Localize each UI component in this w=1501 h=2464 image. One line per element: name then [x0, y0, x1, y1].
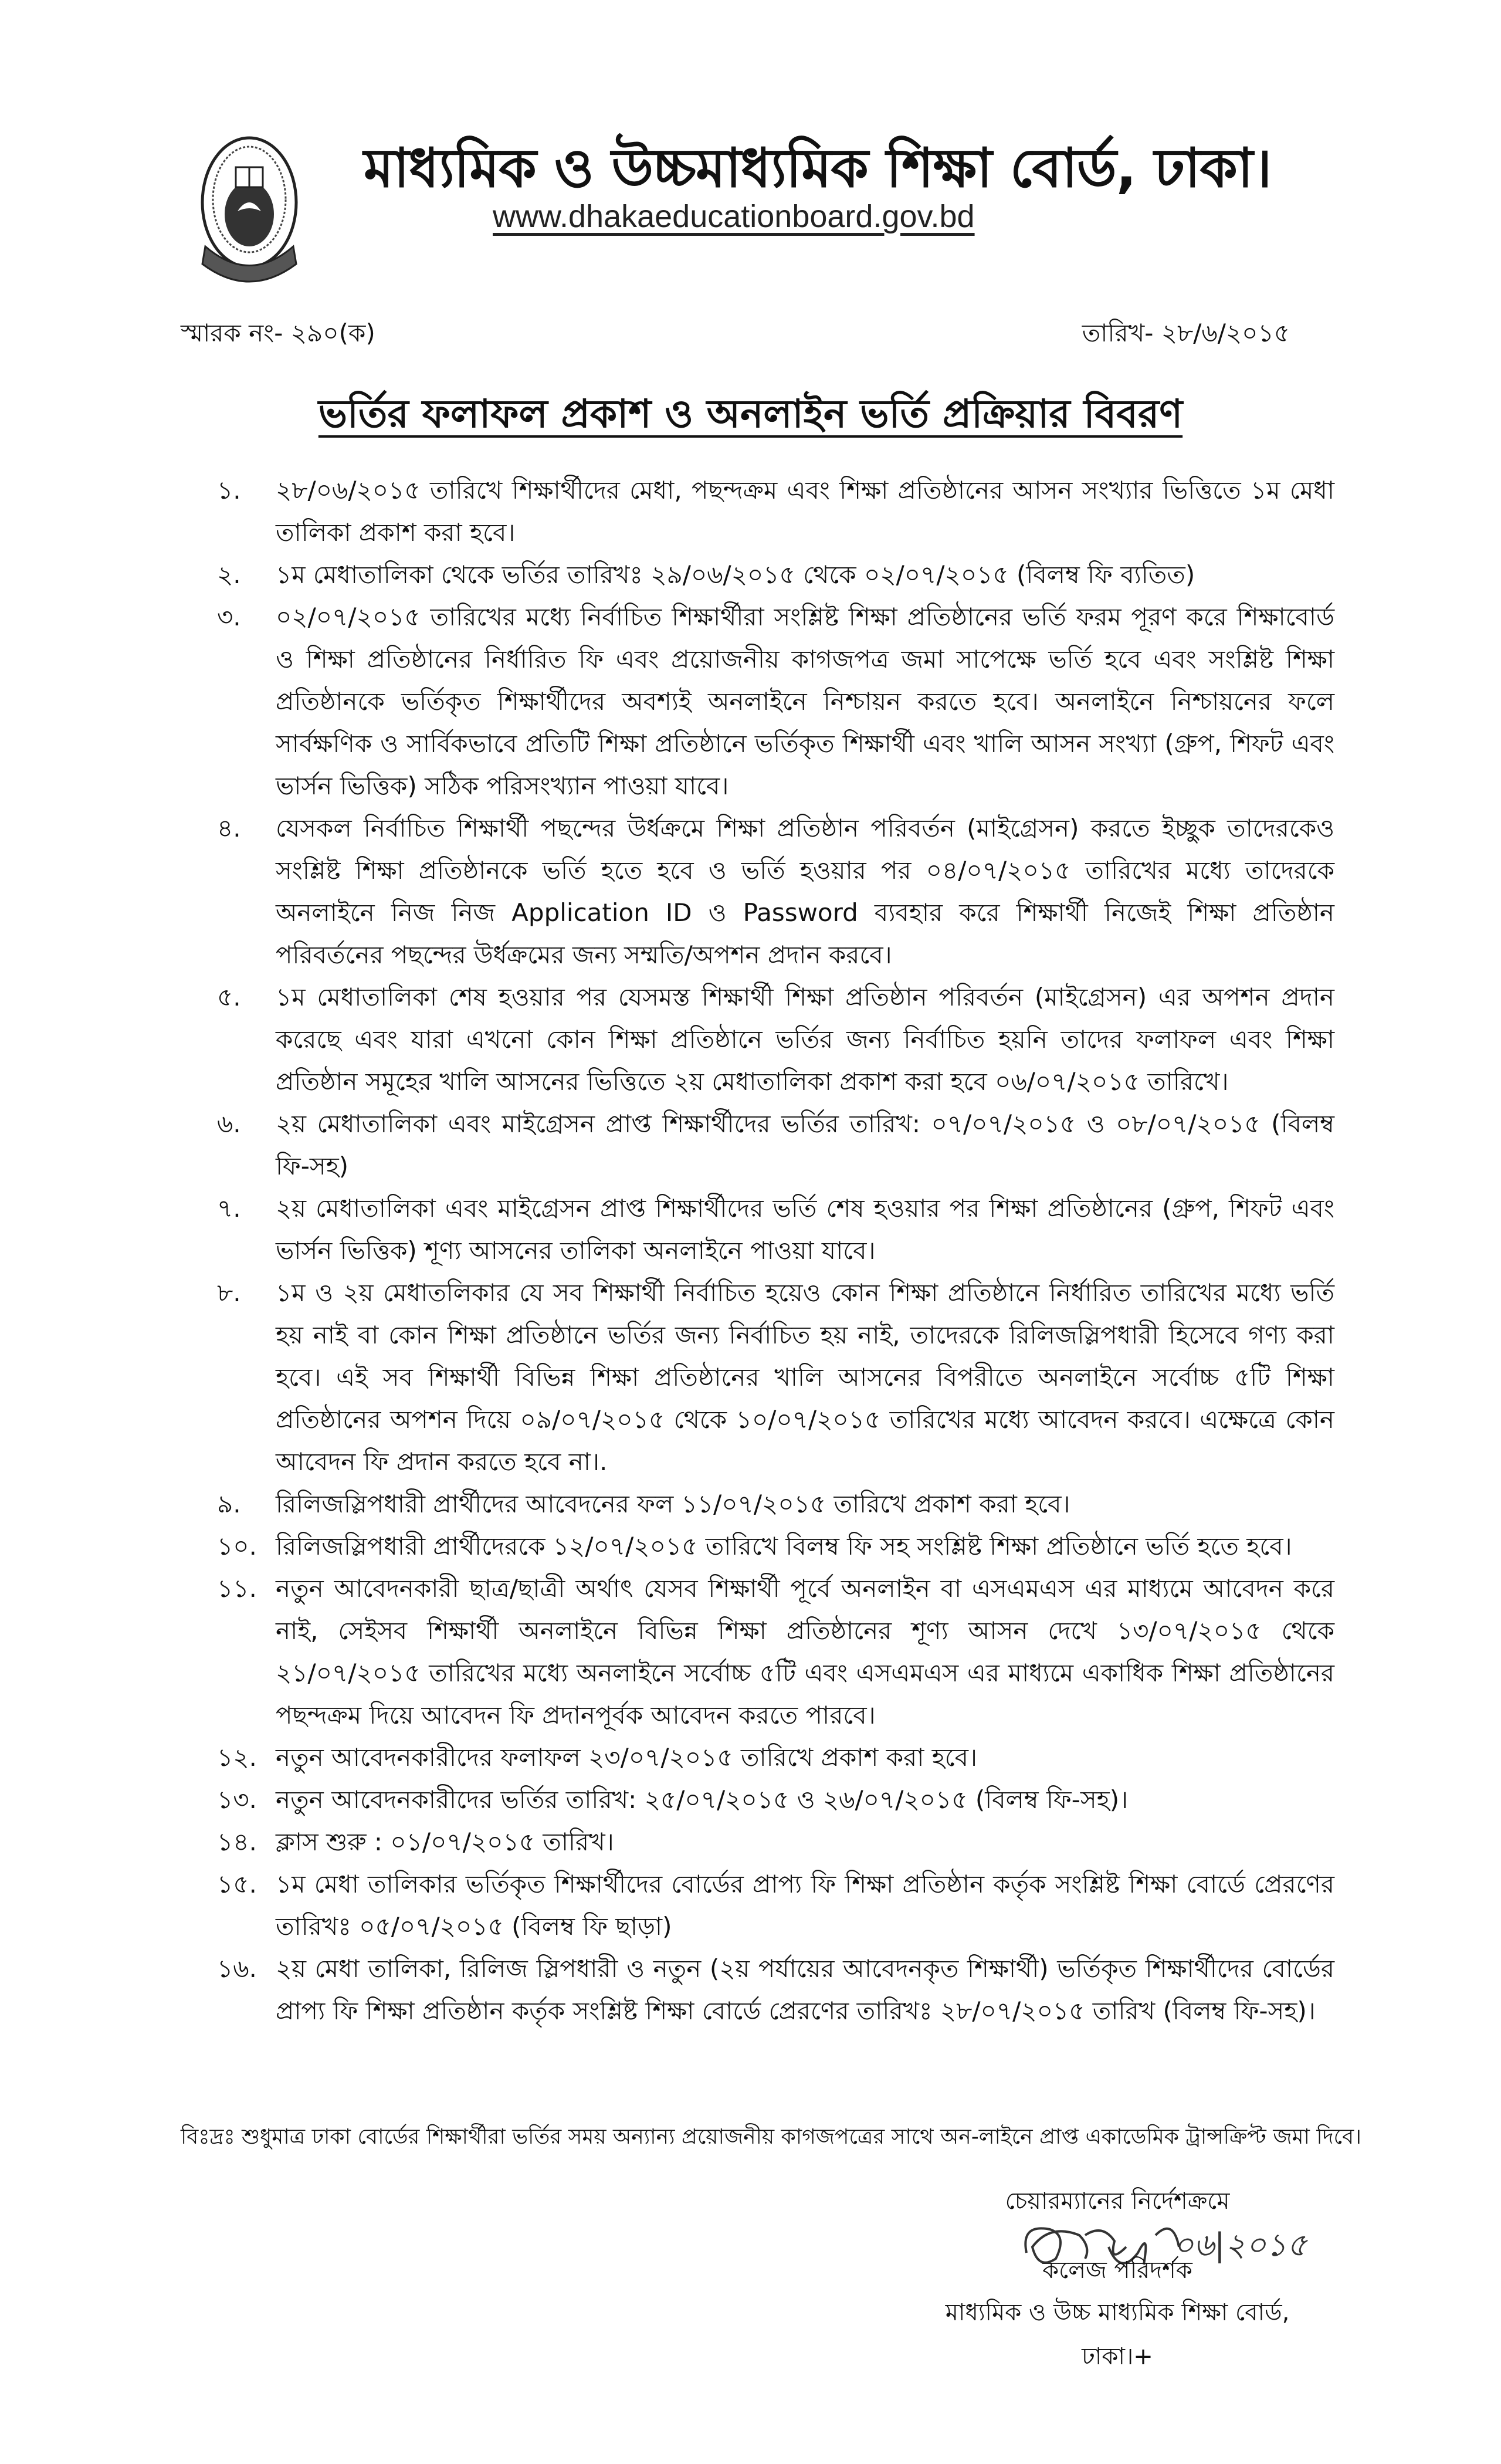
item-number: ৪. — [217, 814, 241, 842]
item-text: ক্লাস শুরু : ০১/০৭/২০১৫ তারিখ। — [276, 1827, 614, 1856]
list-item — [217, 1779, 1334, 1821]
item-number: ১০. — [217, 1532, 257, 1561]
item-text: ০২/০৭/২০১৫ তারিখের মধ্যে নির্বাচিত শিক্ষার্থীরা সংশ্লিষ্ট শিক্ষা প্রতিষ্ঠানের ভর্তি ফরম পূরণ করে শিক্ষাবোর্ড ও শিক্ষা প্রতিষ্ঠানের নির্ধারিত ফি এবং প্রয়োজনীয় কাগজপত্র জমা সাপেক্ষে ভর্তি হবে এবং সংশ্লিষ্ট শিক্ষা প্রতিষ্ঠানকে ভর্তিকৃত শিক্ষার্থীদের অবশ্যই অনলাইনে নিশ্চায়ন করতে হবে। অনলাইনে নিশ্চায়নের ফলে সার্বক্ষণিক ও সার্বিকভাবে প্রতিটি শিক্ষা প্রতিষ্ঠানে ভর্তিকৃত শিক্ষার্থী এবং খালি আসন সংখ্যা (গ্রুপ, শিফট এবং ভার্সন ভিত্তিক) সঠিক পরিসংখ্যান পাওয়া যাবে। — [276, 603, 1334, 800]
list-item — [217, 1737, 1334, 1779]
list-item — [217, 1187, 1334, 1272]
board-title: মাধ্যমিক ও উচ্চমাধ্যমিক শিক্ষা বোর্ড, ঢাকা। — [364, 137, 1272, 199]
item-text: ১ম মেধাতালিকা শেষ হওয়ার পর যেসমস্ত শিক্ষার্থী শিক্ষা প্রতিষ্ঠান পরিবর্তন (মাইগ্রেসন) এর অপশন প্রদান করেছে এবং যারা এখনো কোন শিক্ষা প্রতিষ্ঠানে ভর্তির জন্য নির্বাচিত হয়নি তাদের ফলাফল এবং শিক্ষা প্রতিষ্ঠান সমূহের খালি আসনের ভিত্তিতে ২য় মেধাতালিকা প্রকাশ করা হবে ০৬/০৭/২০১৫ তারিখে। — [276, 983, 1334, 1096]
list-item — [217, 1568, 1334, 1737]
item-number: ১৩. — [217, 1785, 257, 1814]
item-text: ২য় মেধাতালিকা এবং মাইগ্রেসন প্রাপ্ত শিক্ষার্থীদের ভর্তির তারিখ: ০৭/০৭/২০১৫ ও ০৮/০৭/২০১৫ (বিলম্ব ফি-সহ) — [276, 1109, 1334, 1180]
item-number: ৭. — [217, 1194, 241, 1223]
list-item — [217, 1948, 1334, 2032]
item-number: ১. — [217, 476, 241, 505]
item-number: ৬. — [217, 1109, 241, 1138]
list-item — [217, 469, 1334, 554]
item-text: যেসকল নির্বাচিত শিক্ষার্থী পছন্দের উর্ধক্রমে শিক্ষা প্রতিষ্ঠান পরিবর্তন (মাইগ্রেসন) করতে ইচ্ছুক তাদেরকেও সংশ্লিষ্ট শিক্ষা প্রতিষ্ঠানকে ভর্তি হতে হবে ও ভর্তি হওয়ার পর ০৪/০৭/২০১৫ তারিখের মধ্যে তাদেরকে অনলাইনে নিজ নিজ Application ID ও Password ব্যবহার করে শিক্ষার্থী নিজেই শিক্ষা প্রতিষ্ঠান পরিবর্তনের পছন্দের উর্ধক্রমের জন্য সম্মতি/অপশন প্রদান করবে। — [276, 814, 1334, 969]
document-heading — [0, 384, 1501, 449]
item-text: ২য় মেধাতালিকা এবং মাইগ্রেসন প্রাপ্ত শিক্ষার্থীদের ভর্তি শেষ হওয়ার পর শিক্ষা প্রতিষ্ঠানের (গ্রুপ, শিফট এবং ভার্সন ভিত্তিক) শূণ্য আসনের তালিকা অনলাইনে পাওয়া যাবে। — [276, 1194, 1334, 1265]
heading-text: ভর্তির ফলাফল প্রকাশ ও অনলাইন ভর্তি প্রক্রিয়ার বিবরণ — [318, 391, 1183, 436]
list-item — [217, 1821, 1334, 1863]
document-date: তারিখ- ২৮/৬/২০১৫ — [1082, 319, 1290, 347]
item-text: নতুন আবেদনকারীদের ফলাফল ২৩/০৭/২০১৫ তারিখে প্রকাশ করা হবে। — [276, 1743, 978, 1772]
item-number: ১৪. — [217, 1827, 257, 1856]
list-item — [217, 1483, 1334, 1525]
item-text: নতুন আবেদনকারীদের ভর্তির তারিখ: ২৫/০৭/২০১৫ ও ২৬/০৭/২০১৫ (বিলম্ব ফি-সহ)। — [276, 1785, 1129, 1814]
list-item — [217, 554, 1334, 596]
item-text: নতুন আবেদনকারী ছাত্র/ছাত্রী অর্থাৎ যেসব শিক্ষার্থী পূর্বে অনলাইন বা এসএমএস এর মাধ্যমে আবেদন করে নাই, সেইসব শিক্ষার্থী অনলাইনে বিভিন্ন শিক্ষা প্রতিষ্ঠানের শূণ্য আসন দেখে ১৩/০৭/২০১৫ থেকে ২১/০৭/২০১৫ তারিখের মধ্যে অনলাইনে সর্বোচ্চ ৫টি এবং এসএমএস এর মাধ্যমে একাধিক শিক্ষা প্রতিষ্ঠানের পছন্দক্রম দিয়ে আবেদন ফি প্রদানপূর্বক আবেদন করতে পারবে। — [276, 1574, 1334, 1729]
item-number: ৯. — [217, 1490, 241, 1518]
item-number: ১১. — [217, 1574, 257, 1603]
item-number: ৩. — [217, 603, 241, 631]
designation: কলেজ পরিদর্শক — [1042, 2257, 1192, 2284]
item-text: রিলিজস্লিপধারী প্রার্থীদের আবেদনের ফল ১১/০৭/২০১৫ তারিখে প্রকাশ করা হবে। — [276, 1490, 1070, 1518]
item-number: ১৬. — [217, 1954, 257, 1983]
list-item — [217, 1103, 1334, 1187]
item-number: ৫. — [217, 983, 241, 1011]
item-number: ২. — [217, 560, 241, 589]
item-text: ২য় মেধা তালিকা, রিলিজ স্লিপধারী ও নতুন (২য় পর্যায়ের আবেদনকৃত শিক্ষার্থী) ভর্তিকৃত শিক্ষার্থীদের বোর্ডের প্রাপ্য ফি শিক্ষা প্রতিষ্ঠান কর্তৃক সংশ্লিষ্ট শিক্ষা বোর্ডে প্রেরণের তারিখঃ ২৮/০৭/২০১৫ তারিখ (বিলম্ব ফি-সহ)। — [276, 1954, 1334, 2025]
item-number: ১৫. — [217, 1870, 257, 1898]
board-logo — [194, 132, 305, 290]
item-text: ১ম ও ২য় মেধাতলিকার যে সব শিক্ষার্থী নির্বাচিত হয়েও কোন শিক্ষা প্রতিষ্ঠানে নির্ধারিত তারিখের মধ্যে ভর্তি হয় নাই বা কোন শিক্ষা প্রতিষ্ঠানে ভর্তির জন্য নির্বাচিত হয় নাই, তাদেরকে রিলিজস্লিপধারী হিসেবে গণ্য করা হবে। এই সব শিক্ষার্থী বিভিন্ন শিক্ষা প্রতিষ্ঠানের খালি আসনের বিপরীতে অনলাইনে সর্বোচ্চ ৫টি শিক্ষা প্রতিষ্ঠানের অপশন দিয়ে ০৯/০৭/২০১৫ থেকে ১০/০৭/২০১৫ তারিখের মধ্যে আবেদন করবে। এক্ষেত্রে কোন আবেদন ফি প্রদান করতে হবে না।. — [276, 1278, 1334, 1476]
board-website-link[interactable]: www.dhakaeducationboard.gov.bd — [493, 199, 975, 234]
note: বিঃদ্রঃ শুধুমাত্র ঢাকা বোর্ডের শিক্ষার্থীরা ভর্তির সময় অন্যান্য প্রয়োজনীয় কাগজপত্রের সাথে অন-লাইনে প্রাপ্ত একাডেমিক ট্রান্সক্রিপ্ট জমা দিবে। — [181, 2125, 1361, 2149]
list-item — [217, 596, 1334, 807]
svg-text:০৬|২০১৫: ০৬|২০১৫ — [1173, 2226, 1307, 2263]
item-text: রিলিজস্লিপধারী প্রার্থীদেরকে ১২/০৭/২০১৫ তারিখে বিলম্ব ফি সহ সংশ্লিষ্ট শিক্ষা প্রতিষ্ঠানে ভর্তি হতে হবে। — [276, 1532, 1292, 1561]
list-item — [217, 1863, 1334, 1948]
office-name: মাধ্যমিক ও উচ্চ মাধ্যমিক শিক্ষা বোর্ড, — [945, 2299, 1290, 2326]
item-number: ৮. — [217, 1278, 241, 1307]
list-item — [217, 1525, 1334, 1568]
list-item — [217, 807, 1334, 976]
procedure-list — [217, 469, 1334, 2032]
office-city: ঢাকা।+ — [1082, 2343, 1153, 2370]
by-order-line: চেয়ারম্যানের নির্দেশক্রমে — [1005, 2188, 1230, 2215]
item-number: ১২. — [217, 1743, 257, 1772]
item-text: ১ম মেধাতালিকা থেকে ভর্তির তারিখঃ ২৯/০৬/২০১৫ থেকে ০২/০৭/২০১৫ (বিলম্ব ফি ব্যতিত) — [276, 560, 1195, 589]
list-item — [217, 976, 1334, 1103]
memo-number: স্মারক নং- ২৯০(ক) — [181, 319, 375, 347]
list-item — [217, 1272, 1334, 1483]
item-text: ১ম মেধা তালিকার ভর্তিকৃত শিক্ষার্থীদের বোর্ডের প্রাপ্য ফি শিক্ষা প্রতিষ্ঠান কর্তৃক সংশ্লিষ্ট শিক্ষা বোর্ডে প্রেরণের তারিখঃ ০৫/০৭/২০১৫ (বিলম্ব ফি ছাড়া) — [276, 1870, 1334, 1941]
item-text: ২৮/০৬/২০১৫ তারিখে শিক্ষার্থীদের মেধা, পছন্দক্রম এবং শিক্ষা প্রতিষ্ঠানের আসন সংখ্যার ভিত্তিতে ১ম মেধা তালিকা প্রকাশ করা হবে। — [276, 476, 1334, 547]
